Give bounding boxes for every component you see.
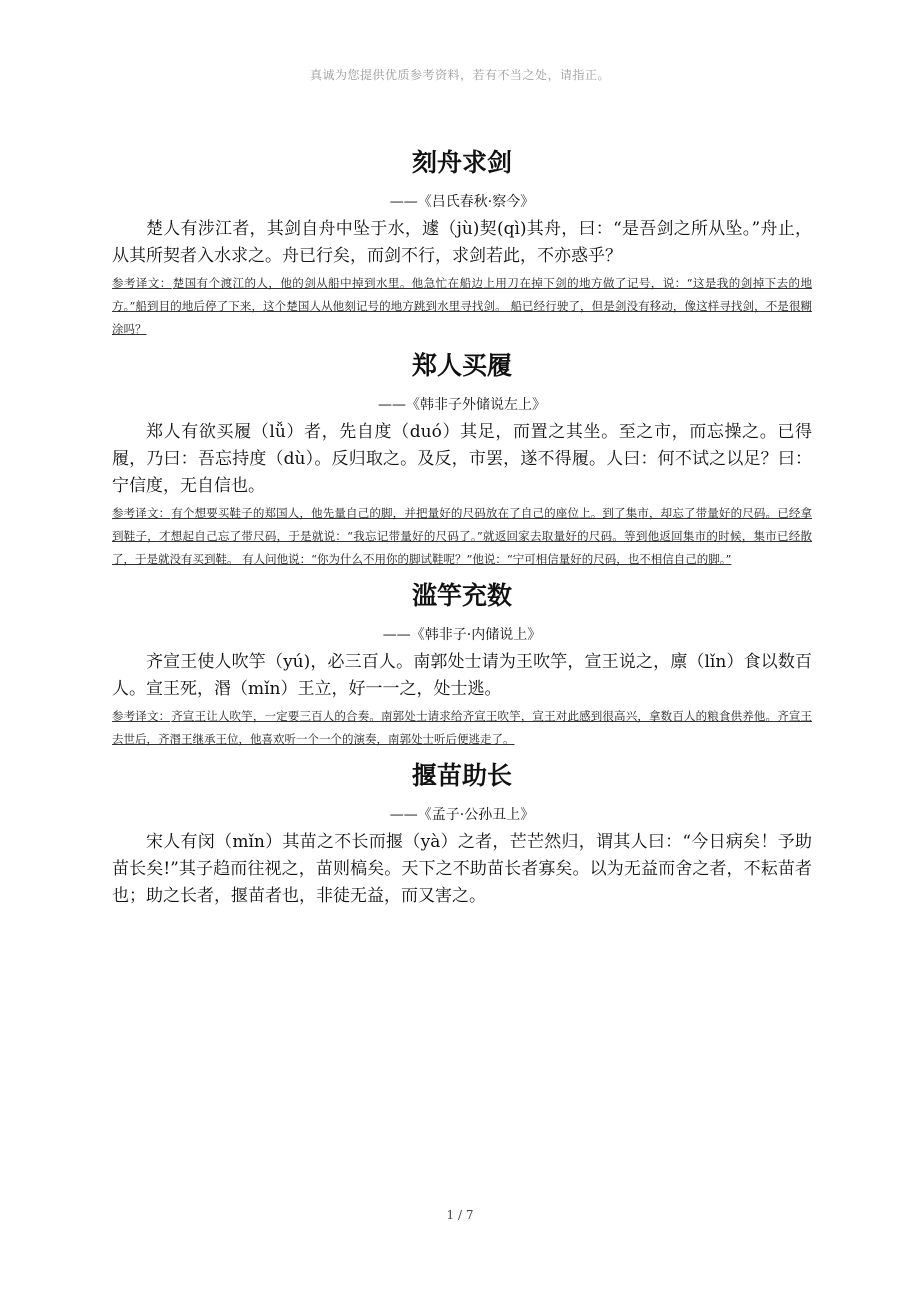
story-title: 刻舟求剑 xyxy=(411,148,512,177)
story-body: 宋人有闵（mǐn）其苗之不长而揠（yà）之者，芒芒然归，谓其人曰：“今日病矣！予助苗长矣!”其子趋而往视之，苗则槁矣。天下之不助苗长者寡矣。以为无益而舍之者，不耘苗者也；助之长者，揠苗者也，非徒无益，而又害之。 xyxy=(112,832,812,906)
story-title: 郑人买履 xyxy=(411,351,512,380)
translation-text: 楚国有个渡江的人，他的剑从船中掉到水里。他急忙在船边上用刀在掉下剑的地方做了记号，说：“这是我的剑掉下去的地方。”船到目的地后停了下来，这个楚国人从他刻记号的地方跳到水里寻找剑。 船已经行驶了，但是剑没有移动，像这样寻找剑，不是很糊涂吗？ xyxy=(112,276,813,336)
translation-text: 有个想要买鞋子的郑国人，他先量自己的脚，并把量好的尺码放在了自己的座位上。到了集市，却忘了带量好的尺码。已经拿到鞋子，才想起自己忘了带尺码，于是就说：“我忘记带量好的尺码了。”就返回家去取量好的尺码。等到他返回集市的时候，集市已经散了，于是就没有买到鞋。 有人问他说：“你为什么不用你的脚试鞋呢？”他说：“宁可相信量好的尺码，也不相信自己的脚。” xyxy=(112,506,812,566)
story-source: ——《吕氏春秋·察今》 xyxy=(389,194,535,210)
story-translation xyxy=(112,502,812,571)
header-note: 真诚为您提供优质参考资料，若有不当之处，请指正。 xyxy=(309,68,610,82)
story-source: ——《孟子·公孙丑上》 xyxy=(389,807,535,823)
story-ke-zhou-qiu-jian xyxy=(112,146,812,341)
document-content xyxy=(112,146,812,910)
story-lan-yu-chong-shu xyxy=(112,579,812,751)
story-title: 揠苗助长 xyxy=(411,761,512,790)
translation-label: 参考译文： xyxy=(112,709,171,723)
translation-text: 齐宣王让人吹竽，一定要三百人的合奏。南郭处士请求给齐宣王吹竽，宣王对此感到很高兴，拿数百人的粮食供养他。齐宣王去世后，齐湣王继承王位，他喜欢听一个一个的演奏，南郭处士听后便逃走了。 xyxy=(112,709,812,746)
translation-label: 参考译文： xyxy=(112,276,172,290)
story-title: 滥竽充数 xyxy=(411,581,512,610)
story-ya-miao-zhu-zhang xyxy=(112,759,812,910)
translation-label: 参考译文： xyxy=(112,506,171,520)
story-source: ——《韩非子外储说左上》 xyxy=(378,397,546,413)
story-translation xyxy=(112,272,812,341)
story-translation xyxy=(112,705,812,751)
story-source: ——《韩非子·内储说上》 xyxy=(382,627,542,643)
page-number: 1 / 7 xyxy=(446,1208,474,1222)
story-body: 齐宣王使人吹竽（yú)，必三百人。南郭处士请为王吹竽，宣王说之，廪（lǐn）食以数百人。宣王死，湣（mǐn）王立，好一一之，处士逃。 xyxy=(112,652,812,699)
story-zheng-ren-mai-lv xyxy=(112,349,812,571)
story-body: 郑人有欲买履（lǚ）者，先自度（duó）其足，而置之其坐。至之市，而忘操之。已得履，乃曰：吾忘持度（dù）。反归取之。及反，市罢，遂不得履。人曰：何不试之以足？曰：宁信度，无自信也。 xyxy=(112,422,812,496)
story-body: 楚人有涉江者，其剑自舟中坠于水，遽（jù)契(qì)其舟，曰：“是吾剑之所从坠。”舟止，从其所契者入水求之。舟已行矣，而剑不行，求剑若此，不亦惑乎？ xyxy=(112,219,812,266)
